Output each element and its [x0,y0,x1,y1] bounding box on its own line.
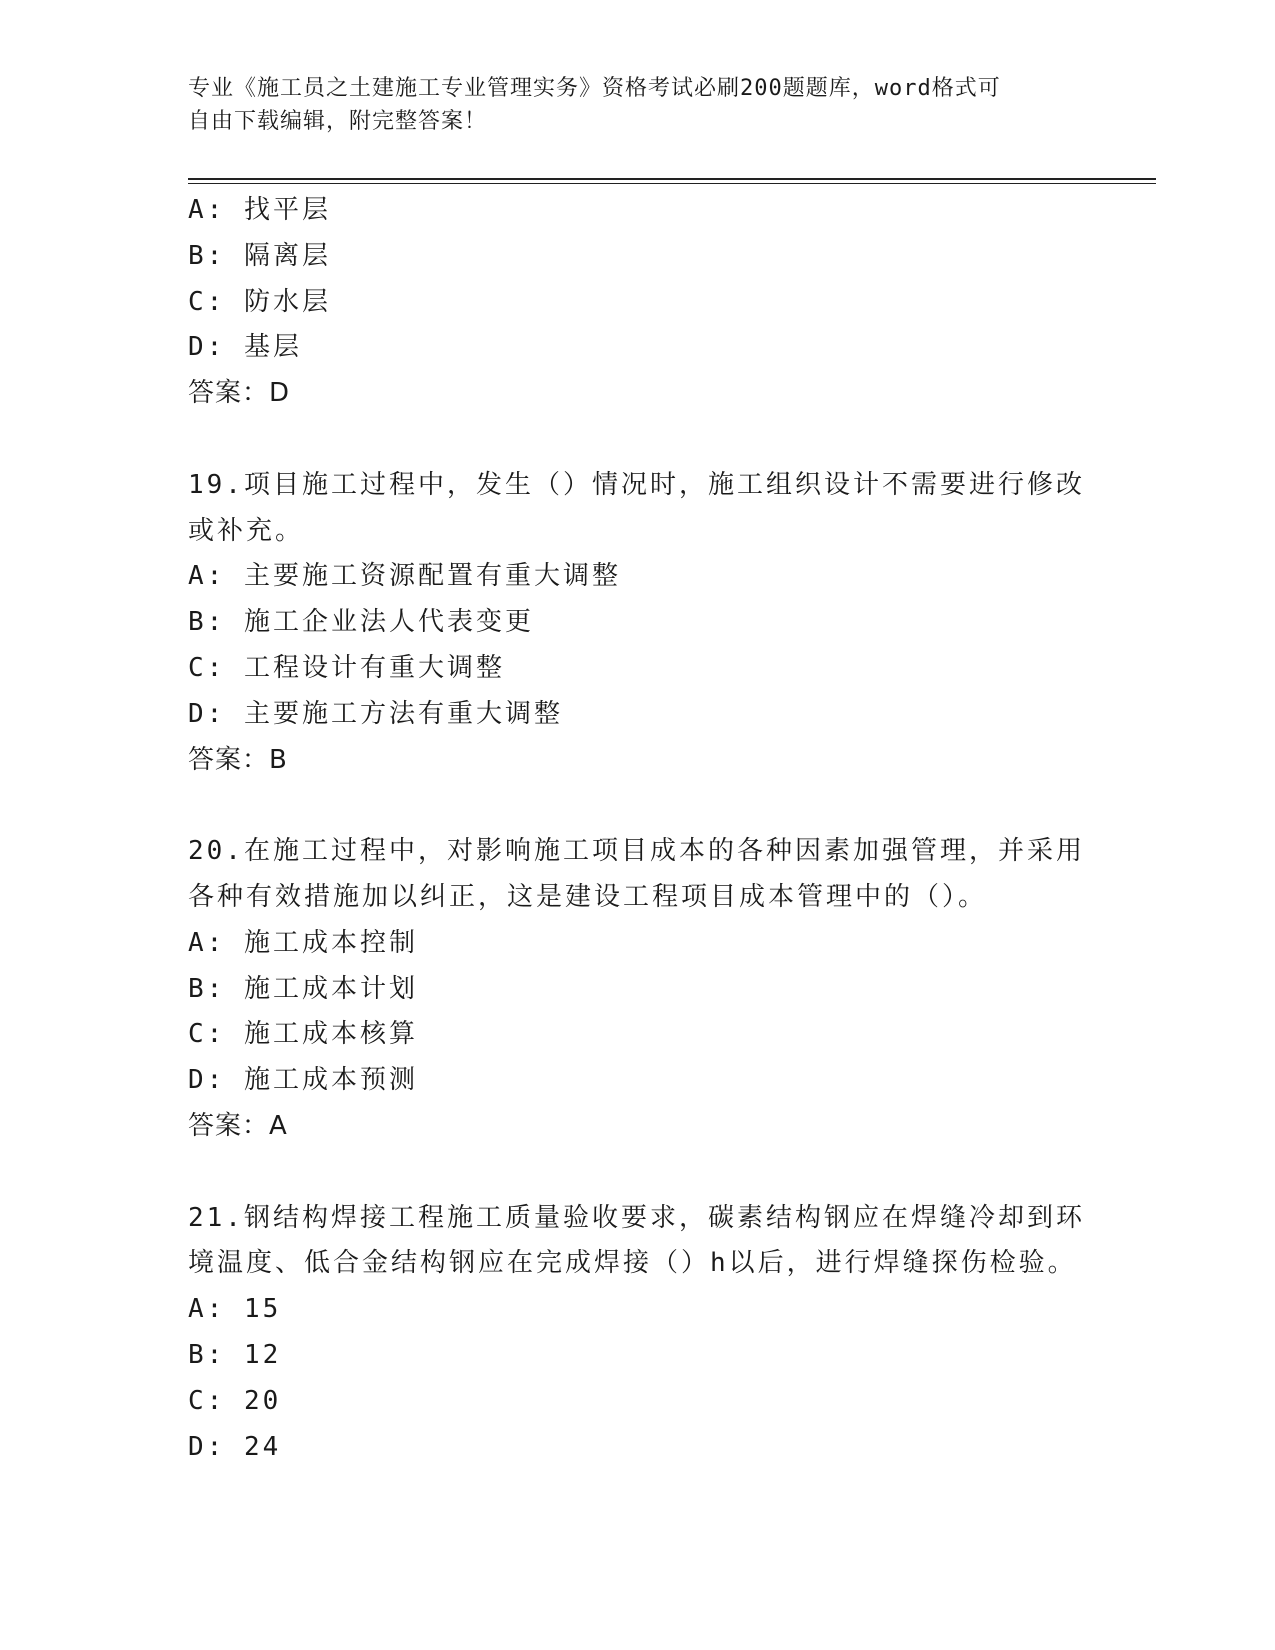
header-divider-thin [188,183,1156,184]
question-stem-line-1: 21.钢结构焊接工程施工质量验收要求，碳素结构钢应在焊缝冷却到环 [188,1202,1085,1233]
answer-line: 答案：A [188,1110,288,1141]
option-b: B: 12 [188,1339,282,1370]
answer-line: 答案：B [188,744,288,775]
answer-line: 答案：D [188,378,291,409]
option-d: D: 24 [188,1431,282,1462]
option-b: B: 隔离层 [188,240,331,271]
option-c: C: 20 [188,1385,282,1416]
question-stem-line-1: 20.在施工过程中，对影响施工项目成本的各种因素加强管理，并采用 [188,836,1085,867]
question-stem-line-2: 各种有效措施加以纠正，这是建设工程项目成本管理中的（）。 [188,881,988,912]
question-19 [188,463,1088,784]
option-a: A: 15 [188,1294,282,1325]
spacer [188,783,1088,829]
option-b: B: 施工成本计划 [188,973,418,1004]
spacer [188,1150,1088,1196]
option-c: C: 工程设计有重大调整 [188,652,505,683]
header-title-line-2: 自由下载编辑，附完整答案！ [188,109,488,134]
document-header [188,72,1068,138]
question-21 [188,1196,1088,1471]
header-divider-thick [188,178,1156,180]
question-18 [188,188,1088,417]
option-d: D: 施工成本预测 [188,1065,418,1096]
question-stem-line-1: 19.项目施工过程中，发生（）情况时，施工组织设计不需要进行修改 [188,469,1085,500]
header-title-line-1: 专业《施工员之土建施工专业管理实务》资格考试必刷200题题库，word格式可 [188,76,1001,101]
option-a: A: 主要施工资源配置有重大调整 [188,561,621,592]
option-b: B: 施工企业法人代表变更 [188,607,534,638]
question-list [188,188,1088,1470]
option-a: A: 施工成本控制 [188,927,418,958]
question-20 [188,829,1088,1150]
option-a: A: 找平层 [188,195,331,225]
option-c: C: 防水层 [188,286,331,317]
question-stem-line-2: 或补充。 [188,515,305,546]
option-d: D: 主要施工方法有重大调整 [188,698,563,729]
spacer [188,417,1088,463]
option-d: D: 基层 [188,332,302,363]
question-stem-line-2: 境温度、低合金结构钢应在完成焊接（）h以后，进行焊缝探伤检验。 [188,1248,1077,1279]
option-c: C: 施工成本核算 [188,1019,418,1050]
